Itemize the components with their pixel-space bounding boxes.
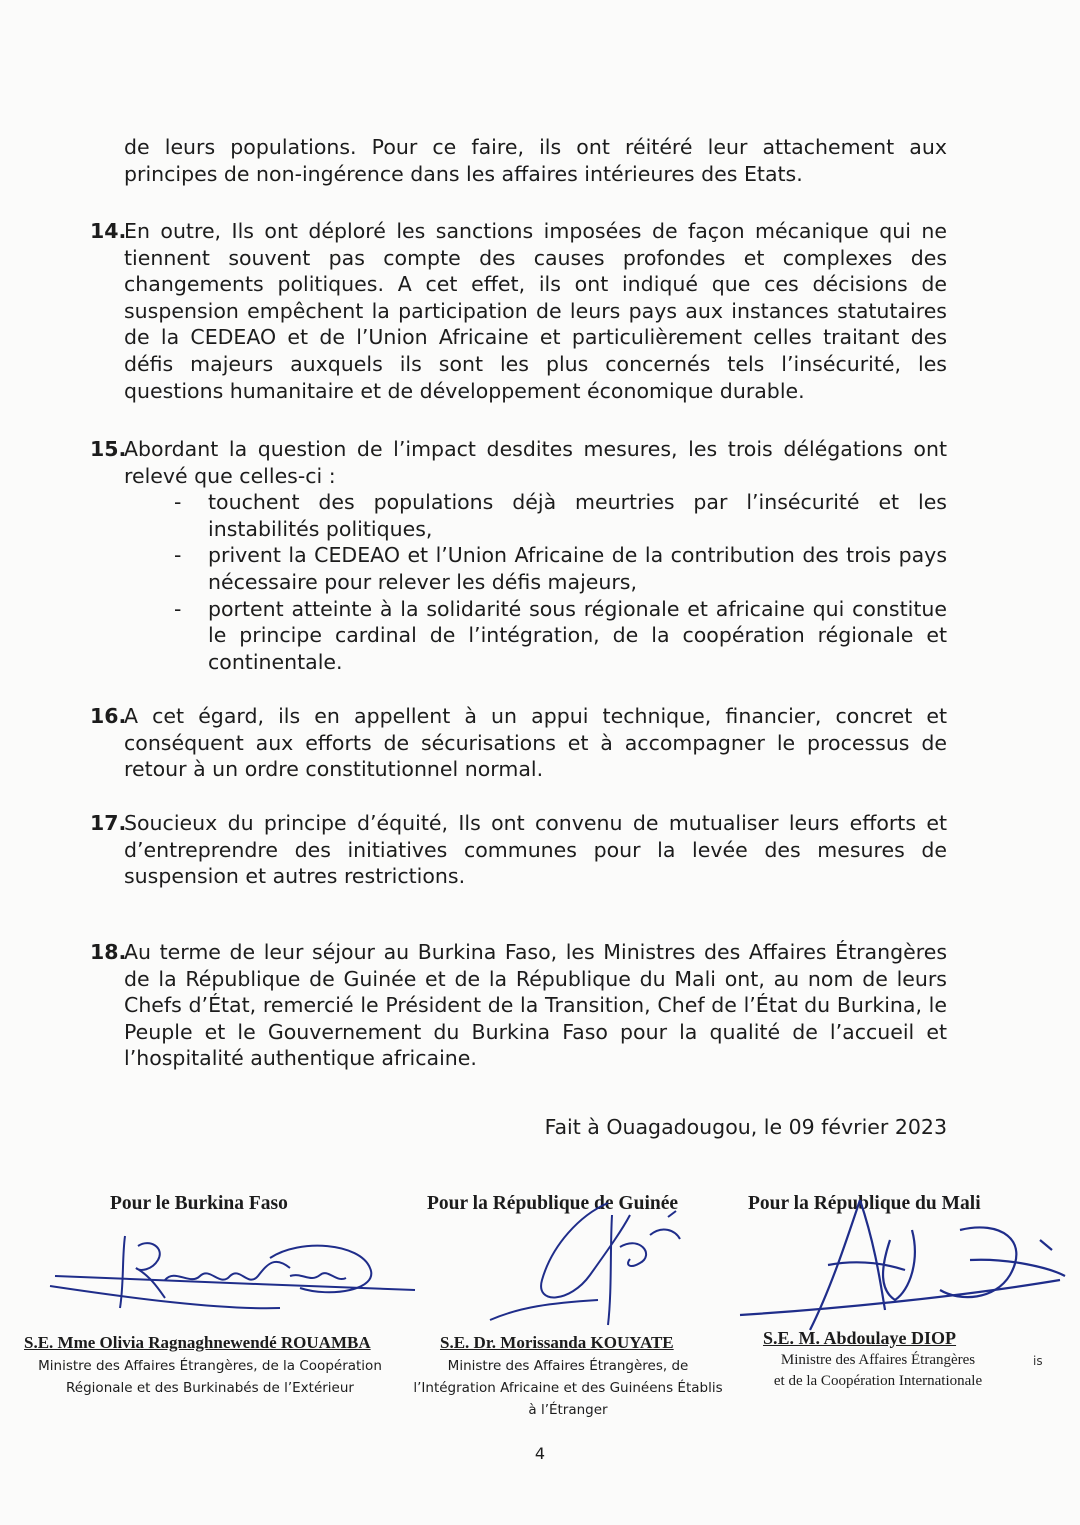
signature-mali xyxy=(730,1190,1075,1335)
paragraph-16-number: 16. xyxy=(90,704,127,728)
signatory-2-title: Ministre des Affaires Étrangères, de l’Intégration Africaine et des Guinéens Établis à l’Étranger xyxy=(413,1358,723,1418)
page-number: 4 xyxy=(534,1444,546,1463)
paragraph-14: En outre, Ils ont déploré les sanctions imposées de façon mécanique qui ne tiennent souvent pas compte des causes profondes et complexes des changements politiques. A cet effet, ils ont indiqué que ces décisions de suspension empêchent la participation de leurs pays aux instances statutaires de la CEDEAO et de l’Union Africaine et particulièrement celles traitant des défis majeurs auxquels ils sont les plus concernés tels l’insécurité, les questions humanitaire et de développement économique durable. xyxy=(124,219,947,403)
bullet-item: - portent atteinte à la solidarité sous régionale et africaine qui constitue le principe cardinal de l’intégration, de la coopération régionale et continentale. xyxy=(174,596,947,674)
paragraph-17: Soucieux du principe d’équité, Ils ont convenu de mutualiser leurs efforts et d’entreprendre des initiatives communes pour la levée des mesures de suspension et autres restrictions. xyxy=(124,811,947,889)
paragraph-15-number: 15. xyxy=(90,437,127,461)
signatory-3-title: Ministre des Affaires Étrangères et de la Coopération Internationale xyxy=(773,1352,983,1389)
paragraph-18: Au terme de leur séjour au Burkina Faso, les Ministres des Affaires Étrangères de la République de Guinée et de la République du Mali ont, au nom de leurs Chefs d’État, remercié le Président de la Transition, Chef de l’État du Burkina, le Peuple et le Gouvernement du Burkina Faso pour la qualité de l’accueil et l’hospitalité authentique africaine. xyxy=(124,940,947,1071)
bullet-dash: - xyxy=(174,596,182,621)
bullet-dash: - xyxy=(174,490,182,515)
paragraph-15-bullet-list xyxy=(124,489,947,675)
signatory-3-name: S.E. M. Abdoulaye DIOP xyxy=(763,1328,957,1348)
signatory-1-name: S.E. Mme Olivia Ragnaghnewendé ROUAMBA xyxy=(24,1333,371,1352)
bullet-item: - touchent des populations déjà meurtries par l’insécurité et les instabilités politiques, xyxy=(174,490,947,541)
paragraph-16: A cet égard, ils en appellent à un appui technique, financier, concret et conséquent aux efforts de sécurisations et à accompagner le processus de retour à un ordre constitutionnel normal. xyxy=(124,704,947,782)
bullet-item: - privent la CEDEAO et l’Union Africaine de la contribution des trois pays nécessaire pour relever les défis majeurs, xyxy=(174,543,947,594)
paragraph-18-number: 18. xyxy=(90,940,127,964)
signatory-1-title: Ministre des Affaires Étrangères, de la Coopération Régionale et des Burkinabés de l’Extérieur xyxy=(38,1358,382,1396)
paragraph-13-continued: de leurs populations. Pour ce faire, ils ont réitéré leur attachement aux principes de non-ingérence dans les affaires intérieures des Etats. xyxy=(124,135,947,186)
paragraph-17-number: 17. xyxy=(90,811,127,835)
signatory-2-heading: Pour la République de Guinée xyxy=(427,1193,679,1214)
signature-guinee xyxy=(480,1195,700,1335)
paragraph-15: Abordant la question de l’impact desdites mesures, les trois délégations ont relevé que celles-ci : - touchent des populations déjà meurtries par l’insécurité et les instabilités politiques, - privent la CEDEAO et l’Union Africaine de la contribution des trois pays nécessaire pour relever les défis majeurs, - portent atteinte à la solidarité sous régionale et africaine qui constitue le principe cardinal de l’intégration, de la coopération régionale et continentale. xyxy=(124,437,947,674)
place-date-line: Fait à Ouagadougou, le 09 février 2023 xyxy=(544,1115,947,1139)
signatory-1-heading: Pour le Burkina Faso xyxy=(110,1193,288,1214)
paragraph-14-number: 14. xyxy=(90,219,127,243)
signatory-2-name: S.E. Dr. Morissanda KOUYATE xyxy=(440,1333,674,1352)
signature-burkina xyxy=(40,1228,420,1313)
stray-text: is xyxy=(1033,1354,1043,1368)
signatory-3-heading: Pour la République du Mali xyxy=(748,1193,981,1214)
bullet-dash: - xyxy=(174,543,182,568)
